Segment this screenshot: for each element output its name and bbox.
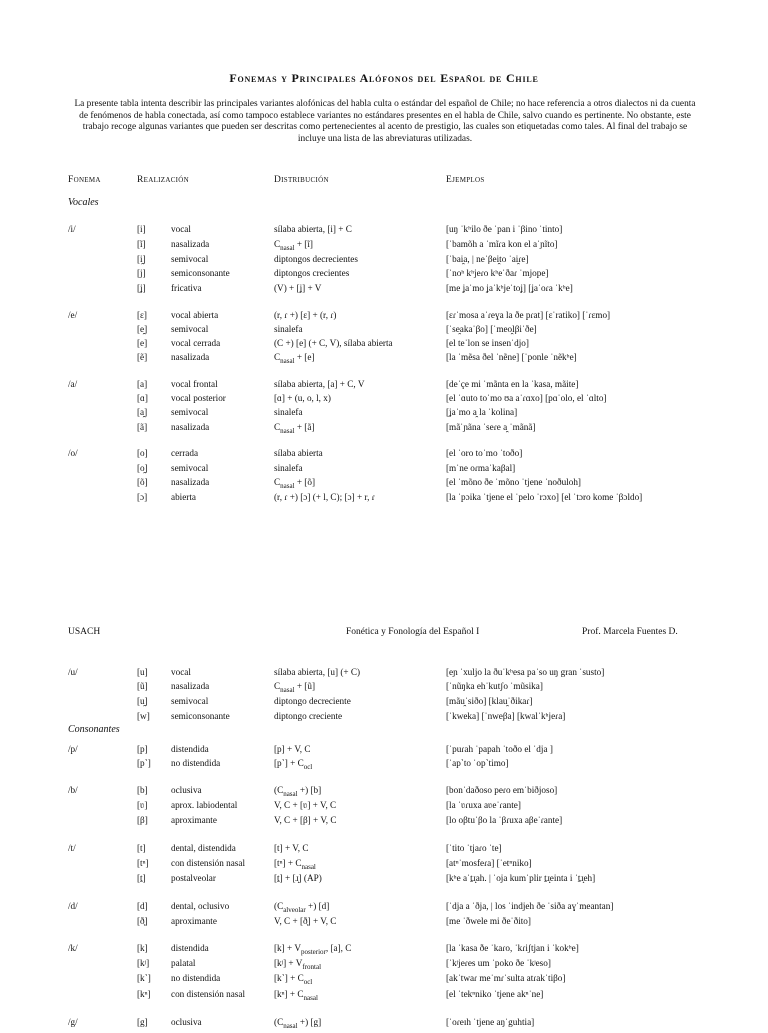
allophone-description: con distensión nasal bbox=[171, 989, 245, 999]
allophone-description: nasalizada bbox=[171, 239, 210, 249]
phoneme-cell: /o/ bbox=[68, 448, 78, 458]
table-row bbox=[0, 420, 768, 434]
phoneme-cell: /i/ bbox=[68, 224, 76, 234]
allophone-symbol: [ẽ] bbox=[137, 352, 148, 362]
allophone-description: aprox. labiodental bbox=[171, 800, 238, 810]
allophone-description: semivocal bbox=[171, 254, 209, 264]
allophone-symbol: [ʝ] bbox=[137, 283, 146, 293]
example-transcription: [el ˈtekⁿniko ˈtjene akⁿˈne] bbox=[446, 989, 544, 999]
example-transcription: [ˈtito ˈtjaɾo ˈte] bbox=[446, 843, 502, 853]
example-transcription: [atⁿˈmosfeɾa] [ˈetⁿniko] bbox=[446, 858, 532, 868]
table-row bbox=[0, 222, 768, 236]
allophone-symbol: [k˺] bbox=[137, 973, 151, 983]
allophone-symbol: [ɔ] bbox=[137, 492, 148, 502]
allophone-description: fricativa bbox=[171, 283, 202, 293]
allophone-description: dental, distendida bbox=[171, 843, 236, 853]
distribution-cell: $[k^n] + C_{nasal}$ bbox=[274, 989, 318, 1002]
distribution-cell: $C_{nasal} + [e]$ bbox=[274, 352, 315, 365]
distribution-cell: sílaba abierta, [i] + C bbox=[274, 224, 352, 234]
example-transcription: [ˈap˺to ˈop˺timo] bbox=[446, 758, 509, 768]
example-transcription: [la ˈkasa ðe ˈkaɾo, ˈkɾiʃtjan i ˈkokʰe] bbox=[446, 943, 579, 953]
allophone-description: oclusiva bbox=[171, 785, 202, 795]
distribution-cell: $[t^n] + C_{nasal}$ bbox=[274, 858, 316, 871]
distribution-cell: ($C_{alveolar}$ +) [d] bbox=[274, 901, 330, 914]
table-row bbox=[0, 350, 768, 364]
phoneme-cell: /u/ bbox=[68, 667, 78, 677]
distribution-cell: sílaba abierta, [a] + C, V bbox=[274, 379, 365, 389]
allophone-symbol: [ṯ] bbox=[137, 873, 146, 883]
example-transcription: [ˈoɾeɪh ˈtjene aŋˈguhtia] bbox=[446, 1017, 535, 1027]
example-transcription: [ˈse̯akaˈβo] [ˈmeo̯lβiˈðe] bbox=[446, 324, 537, 334]
distribution-cell: ($C_{nasal}$ +) [g] bbox=[274, 1017, 322, 1030]
distribution-cell: V, C + [ð̞] + V, C bbox=[274, 916, 337, 926]
distribution-cell: diptongo creciente bbox=[274, 711, 343, 721]
allophone-symbol: [i̯] bbox=[137, 254, 146, 264]
distribution-cell: V, C + [ʋ] + V, C bbox=[274, 800, 337, 810]
allophone-description: vocal posterior bbox=[171, 393, 226, 403]
distribution-cell: V, C + [β] + V, C bbox=[274, 815, 337, 825]
example-transcription: [me ˈðwele mi ðeˈðito] bbox=[446, 916, 531, 926]
table-row bbox=[0, 709, 768, 723]
example-transcription: [el ˈoro toˈmo ˈtoðo] bbox=[446, 448, 523, 458]
example-transcription: [lo oβtuˈβo la ˈβɾuxa aβeˈɾante] bbox=[446, 815, 563, 825]
table-row bbox=[0, 679, 768, 693]
allophone-description: distendida bbox=[171, 943, 209, 953]
table-row bbox=[0, 391, 768, 405]
distribution-cell: $C_{nasal}$ + [õ] bbox=[274, 477, 316, 490]
table-row bbox=[0, 446, 768, 460]
allophone-description: semivocal bbox=[171, 696, 209, 706]
example-transcription: [ˈnoʰ kʰjeɾo kʰeˈðaɾ ˈmjope] bbox=[446, 268, 549, 278]
allophone-description: no distendida bbox=[171, 973, 221, 983]
allophone-symbol: [a] bbox=[137, 379, 148, 389]
table-row bbox=[0, 461, 768, 475]
distribution-cell: [p] + V, C bbox=[274, 744, 311, 754]
distribution-cell: diptongos decrecientes bbox=[274, 254, 358, 264]
example-transcription: [ɛɾˈmosa aˈɾeɣa la ðe pɾat] [ɛˈratiko] [ˈɾɛmo] bbox=[446, 310, 611, 320]
intro-paragraph: La presente tabla intenta describir las principales variantes alofónicas del habla culta o estándar del español de Chile; no hace referencia a otros dialectos ni da cuenta de fenómenos de habla conectada, así como tampoco establece variantes no estándares presentes en el habla de Chile, salvo cuando es pertinente. No obstante, este trabajo recoge algunas variantes que pueden ser descritas como pertenecientes al acento de prestigio, las cuales son etiquetadas como tales. Al final del trabajo se incluye una lista de las abreviaturas utilizadas. bbox=[74, 99, 696, 144]
allophone-symbol: [e] bbox=[137, 338, 148, 348]
example-transcription: [ˈnũŋka ehˈkutʃo ˈmũsika] bbox=[446, 681, 543, 691]
example-transcription: [ʝaˈmo a̯ la ˈkolina] bbox=[446, 407, 518, 417]
table-row bbox=[0, 322, 768, 336]
distribution-cell: [kʲ] + $V_{frontal}$ bbox=[274, 958, 322, 971]
allophone-description: nasalizada bbox=[171, 422, 210, 432]
allophone-description: oclusiva bbox=[171, 1017, 202, 1027]
allophone-description: palatal bbox=[171, 958, 196, 968]
distribution-cell: $[k] + V_{posterior}$, [a], C bbox=[274, 943, 352, 956]
distribution-cell: $C_{nasal}$ + [ũ] bbox=[274, 681, 316, 694]
allophone-symbol: [w] bbox=[137, 711, 150, 721]
allophone-description: vocal abierta bbox=[171, 310, 219, 320]
example-transcription: [deˈçe mi ˈmãnta en la ˈkasa, mãite] bbox=[446, 379, 579, 389]
phoneme-cell: /e/ bbox=[68, 310, 78, 320]
allophone-description: distendida bbox=[171, 744, 209, 754]
table-row bbox=[0, 871, 768, 885]
allophone-description: vocal frontal bbox=[171, 379, 218, 389]
allophone-description: cerrada bbox=[171, 448, 199, 458]
header-ejemplos: Ejemplos bbox=[446, 175, 485, 185]
allophone-description: vocal bbox=[171, 667, 191, 677]
table-row bbox=[0, 1015, 768, 1029]
allophone-description: vocal bbox=[171, 224, 191, 234]
example-transcription: [ˈpuɾah ˈpapah ˈtoðo el ˈdja ] bbox=[446, 744, 553, 754]
example-transcription: [me ʝaˈmo ʝaˈkʰjeˈtoʝ] [ʝaˈoɾa ˈkʰe] bbox=[446, 283, 573, 293]
allophone-symbol: [t] bbox=[137, 843, 146, 853]
phoneme-cell: /b/ bbox=[68, 785, 78, 795]
allophone-symbol: [k] bbox=[137, 943, 148, 953]
allophone-symbol: [kʲ] bbox=[137, 958, 150, 968]
allophone-description: dental, oclusivo bbox=[171, 901, 230, 911]
distribution-cell: [k˺] + $C_{ocl}$ bbox=[274, 973, 313, 986]
section-consonantes: Consonantes bbox=[68, 724, 120, 735]
distribution-cell: ($C_{nasal}$ +) [b] bbox=[274, 785, 322, 798]
allophone-symbol: [g] bbox=[137, 1017, 148, 1027]
allophone-symbol: [kⁿ] bbox=[137, 989, 151, 999]
distribution-cell: (V) + [ʝ] + V bbox=[274, 283, 322, 293]
header-distribucion: Distribución bbox=[274, 175, 329, 185]
table-row bbox=[0, 308, 768, 322]
example-transcription: [ˈbamõh a ˈmĩɾa kon el aˈɲĩto] bbox=[446, 239, 558, 249]
table-row bbox=[0, 841, 768, 855]
distribution-cell: $C_{nasal}$ + [ã] bbox=[274, 422, 315, 435]
table-row bbox=[0, 987, 768, 1001]
allophone-description: semiconsonante bbox=[171, 711, 230, 721]
table-row bbox=[0, 971, 768, 985]
phoneme-cell: /p/ bbox=[68, 744, 78, 754]
allophone-symbol: [d] bbox=[137, 901, 148, 911]
section-vocales: Vocales bbox=[68, 197, 99, 208]
distribution-cell: (r, ɾ +) [ɔ] (+ l, C); [ɔ] + r, ɾ bbox=[274, 492, 375, 502]
phoneme-cell: /t/ bbox=[68, 843, 76, 853]
table-row bbox=[0, 956, 768, 970]
allophone-description: nasalizada bbox=[171, 352, 210, 362]
table-row bbox=[0, 377, 768, 391]
example-transcription: [ˈkweka] [ˈnweβa] [kwalˈkʰjeɾa] bbox=[446, 711, 566, 721]
table-row bbox=[0, 813, 768, 827]
allophone-description: nasalizada bbox=[171, 681, 210, 691]
distribution-cell: (C +) [e] (+ C, V), sílaba abierta bbox=[274, 338, 393, 348]
table-row bbox=[0, 798, 768, 812]
example-transcription: [mãˈɲãna ˈseɾe a̯ ˈmãnã] bbox=[446, 422, 536, 432]
header-fonema: Fonema bbox=[68, 175, 101, 185]
example-transcription: [el teˈlon se insenˈdjo] bbox=[446, 338, 529, 348]
distribution-cell: sinalefa bbox=[274, 324, 303, 334]
allophone-description: vocal cerrada bbox=[171, 338, 221, 348]
allophone-symbol: [o] bbox=[137, 448, 148, 458]
footer-course: Fonética y Fonología del Español I bbox=[346, 627, 480, 637]
table-row bbox=[0, 252, 768, 266]
allophone-symbol: [ɛ] bbox=[137, 310, 147, 320]
table-row bbox=[0, 490, 768, 504]
distribution-cell: $C_{nasal}$ + [ĩ] bbox=[274, 239, 313, 252]
allophone-symbol: [ũ] bbox=[137, 681, 148, 691]
phoneme-cell: /d/ bbox=[68, 901, 78, 911]
distribution-cell: (r, ɾ +) [ɛ] + (r, ɾ) bbox=[274, 310, 337, 320]
allophone-symbol: [o̯] bbox=[137, 463, 148, 473]
distribution-cell: sinalefa bbox=[274, 463, 303, 473]
example-transcription: [ˈkʲjeɾes um ˈpoko ðe ˈkʲeso] bbox=[446, 958, 551, 968]
allophone-description: semivocal bbox=[171, 324, 209, 334]
distribution-cell: [t] + V, C bbox=[274, 843, 309, 853]
table-row bbox=[0, 899, 768, 913]
allophone-symbol: [ɑ] bbox=[137, 393, 148, 403]
example-transcription: [la ˈmẽsa ðel ˈnẽne] [ˈponle ˈnẽkʰe] bbox=[446, 352, 577, 362]
example-transcription: [akˈtwaɾ meˈmɾˈsulta atɾakˈtiβo] bbox=[446, 973, 566, 983]
example-transcription: [el ˈɑuto toˈmo ʊa aˈɾɑxo] [pɑˈolo, el ˈɑlto] bbox=[446, 393, 607, 403]
phoneme-cell: /k/ bbox=[68, 943, 78, 953]
allophone-symbol: [p] bbox=[137, 744, 148, 754]
phoneme-cell: /a/ bbox=[68, 379, 78, 389]
allophone-symbol: [β] bbox=[137, 815, 148, 825]
example-transcription: [la ˈʋɾuxa aʋeˈɾante] bbox=[446, 800, 521, 810]
distribution-cell: diptongo decreciente bbox=[274, 696, 351, 706]
table-row bbox=[0, 914, 768, 928]
table-row bbox=[0, 665, 768, 679]
distribution-cell: diptongos crecientes bbox=[274, 268, 350, 278]
table-row bbox=[0, 475, 768, 489]
example-transcription: [kʰe aˈṯɹ̝ah. | ˈoja kumˈplir ṯɹ̝einta i ˈṯɹ̝eh] bbox=[446, 873, 596, 883]
phoneme-cell: /g/ bbox=[68, 1017, 78, 1027]
table-row bbox=[0, 941, 768, 955]
allophone-symbol: [i] bbox=[137, 224, 146, 234]
allophone-symbol: [tⁿ] bbox=[137, 858, 149, 868]
footer-author: Prof. Marcela Fuentes D. bbox=[582, 627, 678, 637]
header-realizacion: Realización bbox=[137, 175, 190, 185]
example-transcription: [ˈbai̯a, | neˈβei̯to ˈai̯ɾe] bbox=[446, 254, 529, 264]
document-title: Fonemas y Principales Alófonos del Español de Chile bbox=[229, 71, 539, 85]
allophone-description: semivocal bbox=[171, 407, 209, 417]
allophone-description: aproximante bbox=[171, 815, 217, 825]
allophone-symbol: [e̯] bbox=[137, 324, 148, 334]
distribution-cell: sílaba abierta, [u] (+ C) bbox=[274, 667, 361, 677]
allophone-description: abierta bbox=[171, 492, 196, 502]
allophone-symbol: [p˺] bbox=[137, 758, 151, 768]
distribution-cell: sílaba abierta bbox=[274, 448, 323, 458]
allophone-symbol: [a̯] bbox=[137, 407, 148, 417]
example-transcription: [la ˈpɔika ˈtjene el ˈpelo ˈrɔxo] [el ˈtɔro kome ˈβɔldo] bbox=[446, 492, 643, 502]
allophone-description: semivocal bbox=[171, 463, 209, 473]
table-row bbox=[0, 856, 768, 870]
example-transcription: [uŋ ˈkʰilo ðe ˈpan i ˈβino ˈtinto] bbox=[446, 224, 563, 234]
footer-institution: USACH bbox=[68, 627, 101, 637]
distribution-cell: [ɑ] + (u, o, l, x) bbox=[274, 393, 331, 403]
allophone-description: nasalizada bbox=[171, 477, 210, 487]
allophone-description: aproximante bbox=[171, 916, 217, 926]
table-row bbox=[0, 266, 768, 280]
distribution-cell: [ṯ] + [ɹ̝] (AP) bbox=[274, 873, 322, 883]
table-row bbox=[0, 694, 768, 708]
table-row bbox=[0, 756, 768, 770]
example-transcription: [mˈne oɾmaˈkaβal] bbox=[446, 463, 516, 473]
allophone-symbol: [õ] bbox=[137, 477, 148, 487]
allophone-symbol: [ĩ] bbox=[137, 239, 146, 249]
allophone-description: con distensión nasal bbox=[171, 858, 245, 868]
table-row bbox=[0, 336, 768, 350]
example-transcription: [mãu̯ˈsiðo] [klau̯ˈðikaɾ] bbox=[446, 696, 533, 706]
allophone-description: postalveolar bbox=[171, 873, 216, 883]
example-transcription: [el ˈmõno ðe ˈmõno ˈtjene ˈnoðuloh] bbox=[446, 477, 581, 487]
allophone-symbol: [u̯] bbox=[137, 696, 148, 706]
allophone-symbol: [j] bbox=[137, 268, 146, 278]
table-row bbox=[0, 742, 768, 756]
allophone-description: semiconsonante bbox=[171, 268, 230, 278]
allophone-symbol: [ʋ] bbox=[137, 800, 148, 810]
allophone-symbol: [ð̞] bbox=[137, 916, 148, 926]
allophone-symbol: [u] bbox=[137, 667, 148, 677]
table-row bbox=[0, 237, 768, 251]
distribution-cell: [p˺] + $C_{ocl}$ bbox=[274, 758, 313, 771]
allophone-symbol: [ã] bbox=[137, 422, 148, 432]
table-row bbox=[0, 281, 768, 295]
table-row bbox=[0, 405, 768, 419]
distribution-cell: sinalefa bbox=[274, 407, 303, 417]
example-transcription: [ˈdja a ˈðja, | los ˈindjeh ðe ˈsiða aɣˈmeantan] bbox=[446, 901, 614, 911]
allophone-symbol: [b] bbox=[137, 785, 148, 795]
table-row bbox=[0, 783, 768, 797]
example-transcription: [eɲ ˈxuljo la ðuˈkʰesa paˈso uŋ gran ˈsusto] bbox=[446, 667, 605, 677]
allophone-description: no distendida bbox=[171, 758, 221, 768]
example-transcription: [bonˈdaðoso peɾo emˈbiðjoso] bbox=[446, 785, 558, 795]
